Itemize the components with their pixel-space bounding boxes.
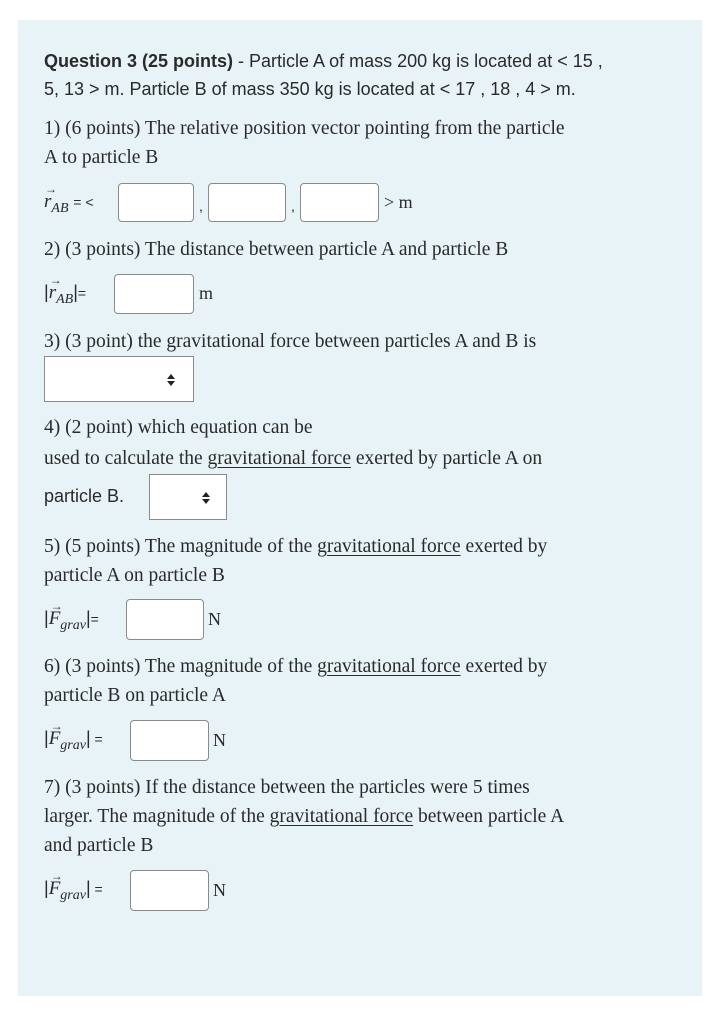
r-ab-y-input[interactable]	[208, 183, 286, 222]
equation-select[interactable]	[149, 474, 227, 520]
part4-prompt-line1: 4) (2 point) which equation can be	[44, 417, 313, 438]
f-grav-label: | → $F_{grav}|$ =	[44, 869, 103, 903]
part6-prompt-line1: 6) (3 points) The magnitude of the gravitational force exerted by	[44, 656, 548, 677]
r-ab-label: → $r_{AB}$ = <	[44, 182, 94, 216]
select-arrows-icon	[166, 373, 176, 387]
gravitational-force-link[interactable]: gravitational force	[207, 448, 351, 469]
vector-arrow-icon: →	[50, 869, 63, 883]
part4-prompt-line3: particle B.	[44, 486, 125, 506]
unit-label: N	[208, 609, 221, 629]
question-intro-line1: Question 3 (25 points) - Particle A of mass 200 kg is located at < 15 ,	[44, 51, 603, 71]
unit-label: m	[199, 283, 214, 303]
unit-label: > m	[384, 192, 413, 212]
gravitational-force-link[interactable]: gravitational force	[317, 536, 461, 557]
part2-prompt: 2) (3 points) The distance between particle A and particle B	[44, 239, 509, 260]
comma-separator: ,	[199, 198, 203, 214]
part1-prompt-line1: 1) (6 points) The relative position vector pointing from the particle	[44, 118, 565, 139]
f-grav-a-on-b-input[interactable]	[126, 599, 204, 640]
unit-label: N	[213, 880, 226, 900]
part6-prompt-line2: particle B on particle A	[44, 685, 226, 706]
comma-separator: ,	[291, 198, 295, 214]
unit-label: N	[213, 730, 226, 750]
part5-prompt-line1: 5) (5 points) The magnitude of the gravitational force exerted by	[44, 536, 548, 557]
question-title: Question 3 (25 points)	[44, 51, 234, 71]
part5-prompt-line2: particle A on particle B	[44, 565, 225, 586]
r-ab-z-input[interactable]	[300, 183, 379, 222]
part7-prompt-line2: larger. The magnitude of the gravitational force between particle A	[44, 806, 565, 827]
vector-arrow-icon: →	[49, 273, 62, 287]
part1-prompt-line2: A to particle B	[44, 147, 159, 168]
r-ab-x-input[interactable]	[118, 183, 194, 222]
part3-prompt: 3) (3 point) the gravitational force between particles A and B is	[44, 331, 537, 352]
f-grav-label: | → $F_{grav}|$ =	[44, 719, 103, 753]
part7-prompt-line1: 7) (3 points) If the distance between the particles were 5 times	[44, 777, 530, 798]
gravitational-force-link[interactable]: gravitational force	[317, 656, 461, 677]
gravitational-force-link[interactable]: gravitational force	[269, 806, 414, 827]
force-type-select[interactable]	[44, 356, 194, 402]
vector-arrow-icon: →	[50, 719, 63, 733]
f-grav-5x-distance-input[interactable]	[130, 870, 209, 911]
vector-arrow-icon: →	[45, 182, 57, 196]
r-ab-magnitude-input[interactable]	[114, 274, 194, 314]
select-arrows-icon	[201, 491, 211, 505]
vector-arrow-icon: →	[50, 599, 63, 613]
r-ab-magnitude-label: | → $r_{AB}|=$	[44, 273, 87, 307]
f-grav-b-on-a-input[interactable]	[130, 720, 209, 761]
part4-prompt-line2: used to calculate the gravitational force exerted by particle A on	[44, 448, 543, 469]
question-intro-line2: 5, 13 > m. Particle B of mass 350 kg is located at < 17 , 18 , 4 > m.	[44, 79, 576, 99]
part7-prompt-line3: and particle B	[44, 835, 154, 856]
f-grav-label: | → $F_{grav}|=$	[44, 599, 99, 633]
